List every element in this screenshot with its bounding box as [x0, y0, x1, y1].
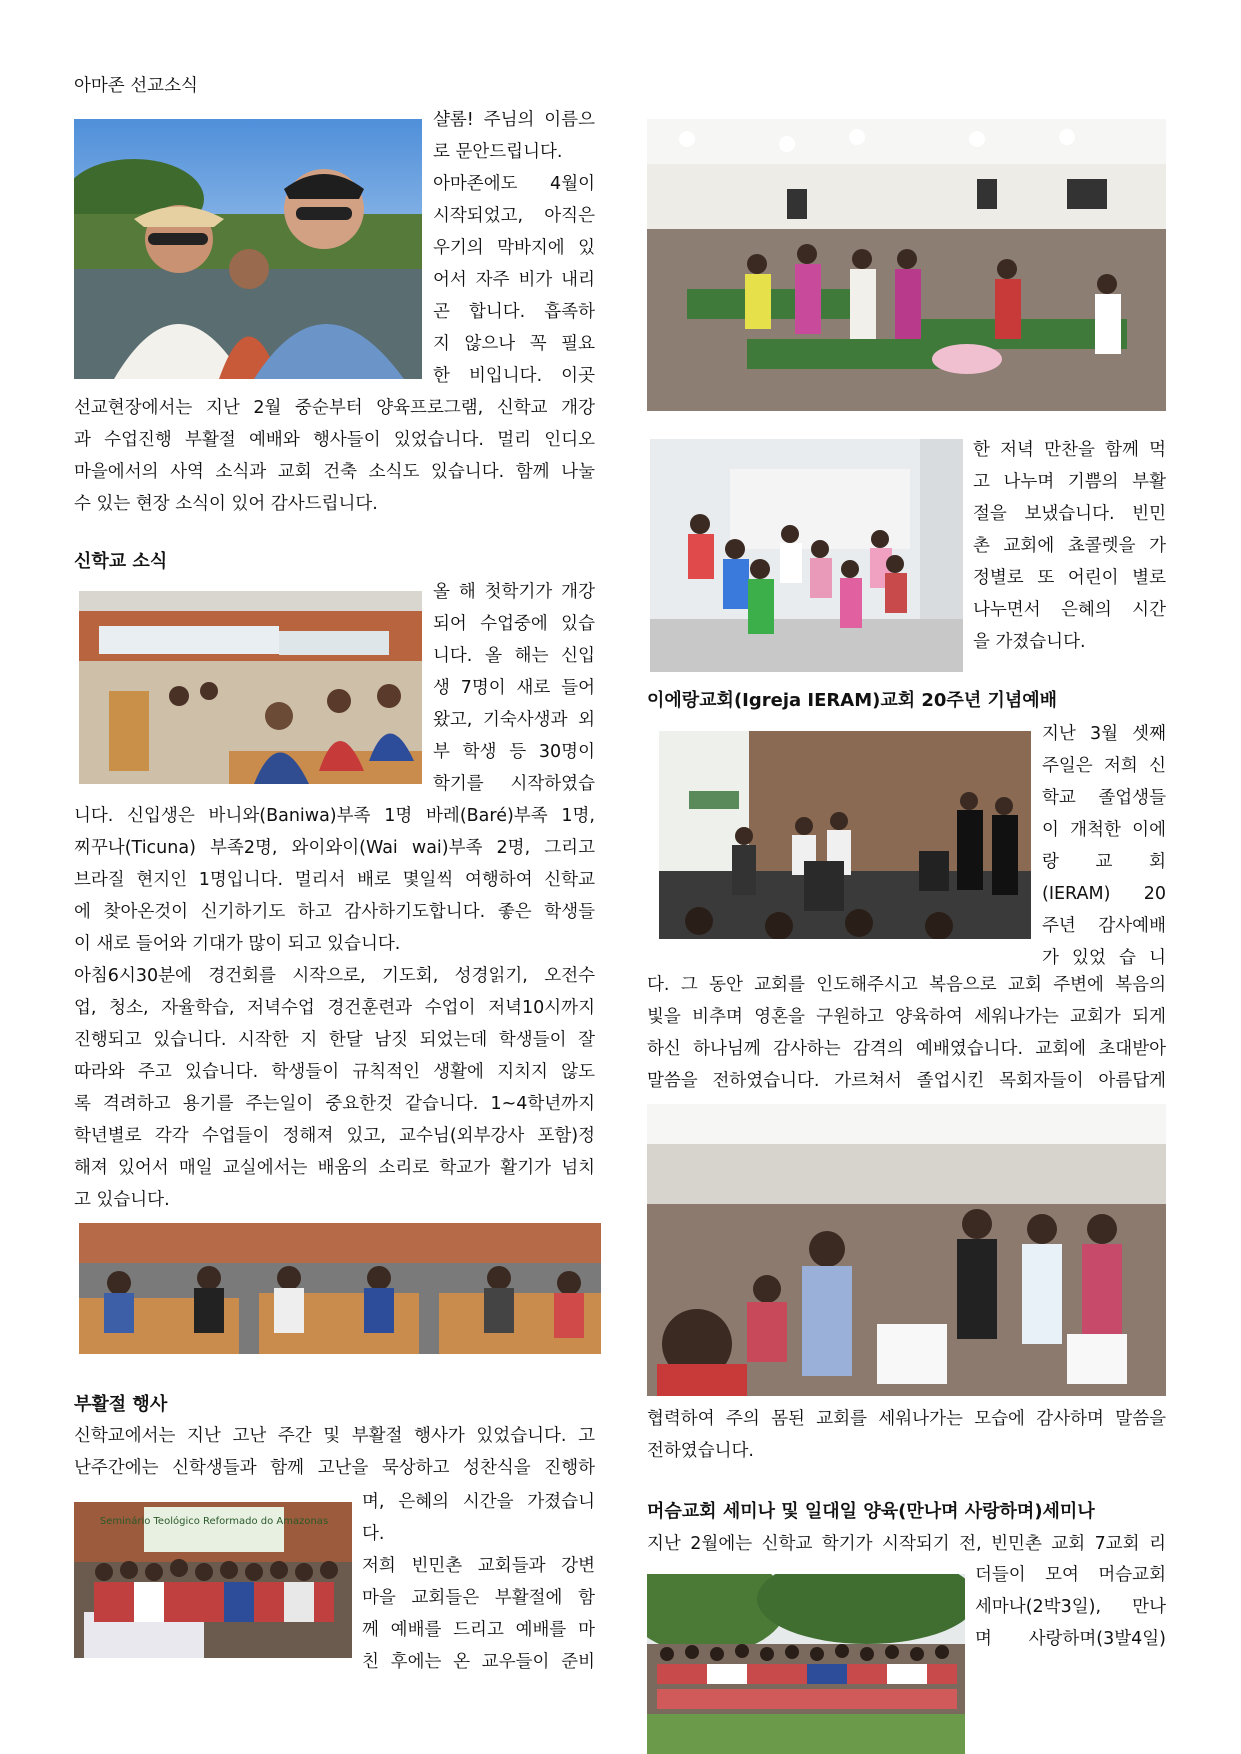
text-line: 해져 있어서 매일 교실에서는 배움의 소리로 학교가 활기가 넘치	[74, 1158, 595, 1178]
text-line: 신학교에서는 지난 고난 주간 및 부활절 행사가 있었습니다. 고	[74, 1426, 595, 1446]
ieram-body-text	[647, 969, 1166, 1097]
text-line: 아마존에도 4월이	[433, 174, 595, 194]
text-line: 생 7명이 새로 들어	[433, 678, 595, 698]
photo-students-studying	[79, 1223, 601, 1354]
text-line: 찌꾸나(Ticuna) 부족2명, 와이와이(Wai wai)부족 2명, 그리고	[74, 838, 595, 858]
intro-body-text	[74, 392, 595, 520]
seminary-body-text	[74, 800, 595, 1216]
ieram-heading: 이에랑교회(Igreja IERAM)교회 20주년 기념예배	[647, 690, 1058, 711]
text-line: 정별로 또 어린이 별로	[973, 568, 1166, 588]
easter-heading: 부활절 행사	[74, 1394, 168, 1415]
photo-ieram-anniversary	[659, 731, 1031, 939]
text-line: 따라와 주고 있습니다. 학생들이 규칙적인 생활에 지치지 않도	[74, 1062, 595, 1082]
text-line: (IERAM) 20	[1042, 884, 1166, 904]
intro-side-text	[433, 104, 595, 392]
text-line: 을 가졌습니다.	[973, 632, 1086, 652]
ieram-side-text	[1042, 718, 1166, 974]
text-line: 올 해 첫학기가 개강	[433, 582, 595, 602]
text-line: 다. 그 동안 교회를 인도해주시고 복음으로 교회 주변에 복음의	[647, 975, 1166, 995]
text-line: 시작되었고, 아직은	[433, 206, 595, 226]
text-line: 친 후에는 온 교우들이 준비	[362, 1652, 595, 1672]
photo-ieram-congregation	[647, 1104, 1166, 1396]
text-line: 샬롬! 주님의 이름으	[433, 110, 595, 130]
text-line: 세마나(2박3일), 만나	[975, 1597, 1166, 1617]
text-line: 왔고, 기숙사생과 외	[433, 710, 595, 730]
text-line: 이 개척한 이에	[1042, 820, 1166, 840]
text-line: 부 학생 등 30명이	[433, 742, 595, 762]
text-line: 마을 교회들은 부활절에 함	[362, 1588, 595, 1608]
photo-seminar-group	[647, 1574, 965, 1754]
photo-seminary-classroom	[79, 591, 422, 784]
seminar-side-text	[975, 1559, 1166, 1655]
text-line: 주년 감사예배	[1042, 916, 1166, 936]
text-line: 더들이 모여 머슴교회	[975, 1565, 1166, 1585]
seminary-heading: 신학교 소식	[74, 551, 168, 572]
photo-easter-service-hall	[647, 119, 1166, 411]
text-line: 니다. 올 해는 신입	[433, 646, 595, 666]
text-line: 되어 수업중에 있습	[433, 614, 595, 634]
text-line: 업, 청소, 자율학습, 저녁수업 경건훈련과 수업이 저녁10시까지	[74, 998, 595, 1018]
text-line: 며, 은혜의 시간을 가졌습니	[362, 1492, 595, 1512]
text-line: 지난 2월에는 신학교 학기가 시작되기 전, 빈민촌 교회 7교회 리	[647, 1534, 1166, 1554]
photo-children-easter	[650, 439, 963, 672]
text-line: 난주간에는 신학생들과 함께 고난을 묵상하고 성찬식을 진행하	[74, 1458, 595, 1478]
text-line: 며 사랑하며(3발4일)	[975, 1629, 1166, 1649]
text-line: 아침6시30분에 경건회를 시작으로, 기도회, 성경읽기, 오전수	[74, 966, 595, 986]
text-line: 브라질 현지인 1명입니다. 멀리서 배로 몇일씩 여행하여 신학교	[74, 870, 595, 890]
seminar-body-text	[647, 1528, 1166, 1560]
text-line: 곤 합니다. 흡족하	[433, 302, 595, 322]
easter-side-text	[362, 1486, 595, 1678]
text-line: 촌 교회에 쵸콜렛을 가	[973, 536, 1166, 556]
text-line: 이 새로 들어와 기대가 많이 되고 있습니다.	[74, 934, 401, 954]
text-line: 마을에서의 사역 소식과 교회 건축 소식도 있습니다. 함께 나눌	[74, 462, 595, 482]
text-line: 진행되고 있습니다. 시작한 지 한달 남짓 되었는데 학생들이 잘	[74, 1030, 595, 1050]
banner-text: Seminário Teológico Reformado do Amazonas	[99, 1516, 329, 1527]
photo-missionary-couple	[74, 119, 422, 379]
text-line: 절을 보냈습니다. 빈민	[973, 504, 1166, 524]
text-line: 께 예배를 드리고 예배를 마	[362, 1620, 595, 1640]
text-line: 말씀을 전하였습니다. 가르쳐서 졸업시킨 목회자들이 아름답게	[647, 1071, 1166, 1091]
ieram-after-text	[647, 1403, 1166, 1467]
text-line: 학교 졸업생들	[1042, 788, 1166, 808]
text-line: 나누면서 은혜의 시간	[973, 600, 1166, 620]
text-line: 지 않으나 꼭 필요	[433, 334, 595, 354]
newsletter-title: 아마존 선교소식	[74, 76, 198, 96]
text-line: 수 있는 현장 소식이 있어 감사드립니다.	[74, 494, 378, 514]
text-line: 우기의 막바지에 있	[433, 238, 595, 258]
photo-easter-group	[74, 1502, 352, 1658]
text-line: 한 비입니다. 이곳	[433, 366, 595, 386]
text-line: 협력하여 주의 몸된 교회를 세워나가는 모습에 감사하며 말씀을	[647, 1409, 1166, 1429]
text-line: 선교현장에서는 지난 2월 중순부터 양육프로그램, 신학교 개강	[74, 398, 595, 418]
text-line: 가 있었 습 니	[1042, 948, 1166, 968]
text-line: 지난 3월 셋째	[1042, 724, 1166, 744]
text-line: 로 문안드립니다.	[433, 142, 563, 162]
text-line: 하신 하나님께 감사하는 감격의 예배였습니다. 교회에 초대받아	[647, 1039, 1166, 1059]
easter-body-text	[74, 1420, 595, 1484]
text-line: 학년별로 각각 수업들이 정해져 있고, 교수님(외부강사 포함)정	[74, 1126, 595, 1146]
text-line: 다.	[362, 1524, 385, 1544]
text-line: 전하였습니다.	[647, 1441, 754, 1461]
text-line: 고 있습니다.	[74, 1190, 170, 1210]
text-line: 주일은 저희 신	[1042, 756, 1166, 776]
text-line: 랑 교 회	[1042, 852, 1166, 872]
text-line: 저희 빈민촌 교회들과 강변	[362, 1556, 595, 1576]
seminar-heading: 머슴교회 세미나 및 일대일 양육(만나며 사랑하며)세미나	[647, 1501, 1095, 1522]
text-line: 에 찾아온것이 신기하기도 하고 감사하기도합니다. 좋은 학생들	[74, 902, 595, 922]
text-line: 록 격려하고 용기를 주는일이 중요한것 같습니다. 1~4학년까지	[74, 1094, 595, 1114]
text-line: 과 수업진행 부활절 예배와 행사들이 있었습니다. 멀리 인디오	[74, 430, 595, 450]
text-line: 고 나누며 기쁨의 부활	[973, 472, 1166, 492]
text-line: 어서 자주 비가 내리	[433, 270, 595, 290]
seminary-side-text	[433, 576, 595, 800]
text-line: 니다. 신입생은 바니와(Baniwa)부족 1명 바레(Baré)부족 1명,	[74, 806, 595, 826]
easter-continued-text	[973, 434, 1166, 658]
text-line: 한 저녁 만찬을 함께 먹	[973, 440, 1166, 460]
text-line: 학기를 시작하였습	[433, 774, 595, 794]
text-line: 빛을 비추며 영혼을 구원하고 양육하여 세워나가는 교회가 되게	[647, 1007, 1166, 1027]
